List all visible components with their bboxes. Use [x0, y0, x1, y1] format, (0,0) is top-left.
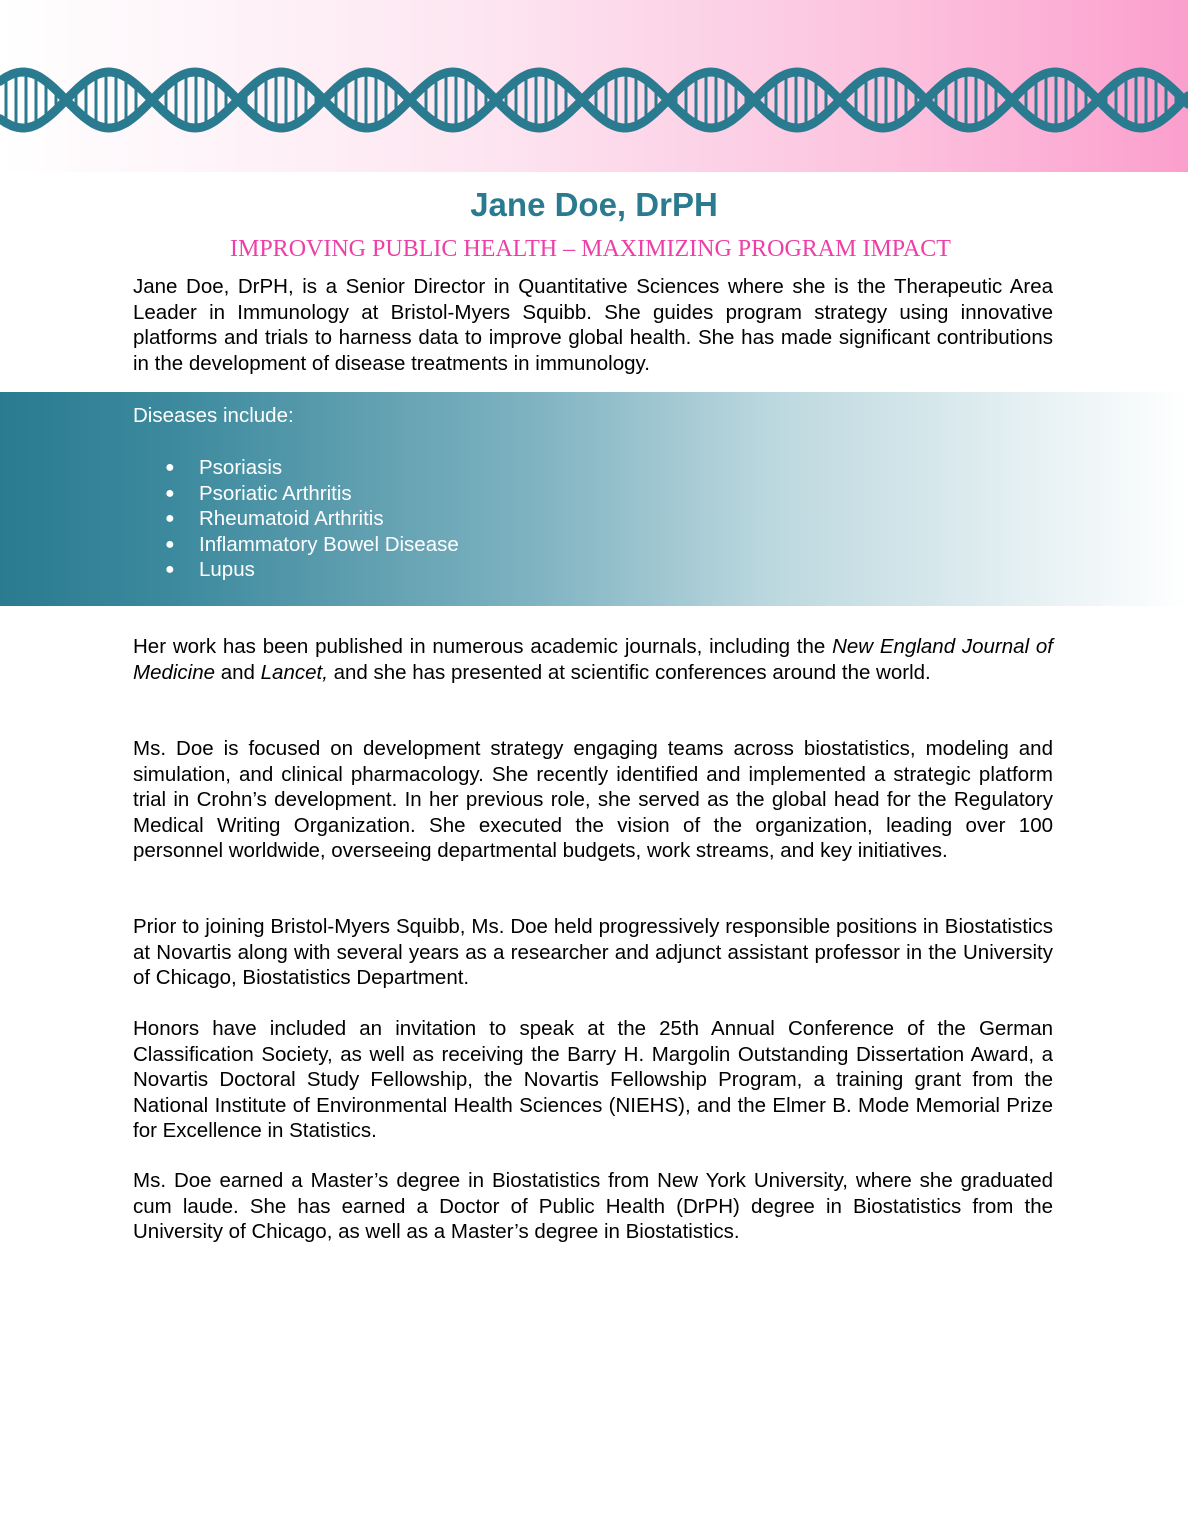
bullet-icon: ● — [165, 535, 175, 553]
page-title: Jane Doe, DrPH — [470, 186, 718, 223]
list-item: ● Rheumatoid Arthritis — [165, 507, 384, 531]
bullet-icon: ● — [165, 484, 175, 502]
header-banner — [0, 0, 1188, 172]
list-item: ● Psoriatic Arthritis — [165, 481, 352, 505]
diseases-intro: Diseases include: — [133, 404, 294, 427]
education-paragraph: Ms. Doe earned a Master’s degree in Biostatistics from New York University, where she graduated cum laude. She has earned a Doctor of Public Health (DrPH) degree in Biostatistics from the University of Chicago, as well as a Master’s degree in Biostatistics. — [133, 1169, 1053, 1243]
journal-title: Lancet, — [260, 660, 328, 684]
list-item: ● Lupus — [165, 558, 255, 582]
list-item: ● Psoriasis — [165, 456, 283, 479]
intro-paragraph: Jane Doe, DrPH, is a Senior Director in Quantitative Sciences where she is the Therapeutic Area Leader in Immunology at Bristol-Myers Squibb. She guides program strategy using innovative platforms and trials to harness data to improve global health. She has made significant contributions in the development of disease treatments in immunology. — [133, 275, 1053, 375]
journal-title: New England Journal of Medicine — [133, 635, 1053, 684]
bullet-icon: ● — [165, 561, 175, 579]
diseases-list — [165, 455, 459, 583]
dna-helix-icon — [0, 62, 1188, 138]
bullet-icon: ● — [165, 510, 175, 528]
bullet-icon: ● — [165, 459, 175, 476]
page-subtitle: IMPROVING PUBLIC HEALTH – MAXIMIZING PROGRAM IMPACT — [230, 236, 951, 262]
publications-paragraph: Her work has been published in numerous academic journals, including the New England Journal of Medicine and Lancet, and she has presented at scientific conferences around the world. — [133, 635, 1053, 684]
strategy-paragraph: Ms. Doe is focused on development strategy engaging teams across biostatistics, modeling and simulation, and clinical pharmacology. She recently identified and implemented a strategic platform trial in Crohn’s development. In her previous role, she served as the global head for the Regulatory Medical Writing Organization. She executed the vision of the organization, leading over 100 personnel worldwide, overseeing departmental budgets, work streams, and key initiatives. — [133, 737, 1053, 862]
list-item: ● Inflammatory Bowel Disease — [165, 532, 459, 556]
prior-roles-paragraph: Prior to joining Bristol-Myers Squibb, Ms. Doe held progressively responsible positions in Biostatistics at Novartis along with several years as a researcher and adjunct assistant professor in the University of Chicago, Biostatistics Department. — [133, 915, 1053, 989]
honors-paragraph: Honors have included an invitation to speak at the 25th Annual Conference of the German Classification Society, as well as receiving the Barry H. Margolin Outstanding Dissertation Award, a Novartis Doctoral Study Fellowship, the Novartis Fellowship Program, a training grant from the National Institute of Environmental Health Sciences (NIEHS), and the Elmer B. Mode Memorial Prize for Excellence in Statistics. — [133, 1017, 1053, 1142]
